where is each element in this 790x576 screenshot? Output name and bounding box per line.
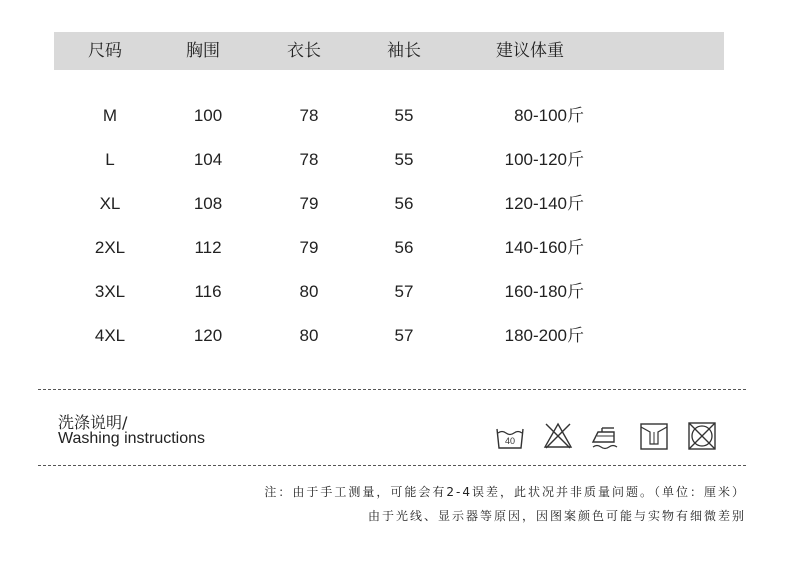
header-weight: 建议体重 — [496, 41, 564, 61]
cell-length: 79 — [299, 194, 319, 213]
header-chest: 胸围 — [186, 41, 220, 61]
note-color: 由于光线、显示器等原因，因图案颜色可能与实物有细微差别 — [367, 509, 746, 523]
cell-size: M — [102, 106, 118, 125]
note-measurement: 注：由于手工测量，可能会有2-4误差，此状况并非质量问题。（单位：厘米） — [264, 485, 746, 499]
divider-bottom — [38, 465, 746, 466]
cell-sleeve: 56 — [394, 238, 414, 257]
washing-title-en: Washing instructions — [58, 430, 206, 447]
cell-weight: 80-100斤 — [514, 106, 584, 125]
cell-chest: 112 — [194, 238, 222, 257]
cell-sleeve: 57 — [394, 326, 414, 345]
cell-chest: 100 — [193, 106, 223, 125]
table-row — [0, 104, 790, 128]
table-header — [54, 32, 724, 70]
cell-chest: 120 — [193, 326, 223, 345]
cell-sleeve: 57 — [394, 282, 414, 301]
wash-temp-label: 40 — [504, 436, 516, 446]
cell-chest: 116 — [194, 282, 222, 301]
cell-weight: 140-160斤 — [504, 238, 584, 257]
cell-size: L — [105, 150, 115, 169]
table-row — [0, 324, 790, 348]
cell-length: 80 — [299, 326, 319, 345]
cell-length: 78 — [299, 150, 319, 169]
cell-length: 78 — [299, 106, 319, 125]
wash-40-icon — [494, 420, 526, 452]
table-row — [0, 148, 790, 172]
cell-weight: 120-140斤 — [504, 194, 584, 213]
cell-chest: 104 — [193, 150, 223, 169]
cell-sleeve: 56 — [394, 194, 414, 213]
header-sleeve: 袖长 — [387, 41, 421, 61]
header-size: 尺码 — [88, 41, 122, 61]
header-length: 衣长 — [287, 41, 321, 61]
cell-weight: 180-200斤 — [504, 326, 584, 345]
washing-title-cn: 洗涤说明/ — [58, 413, 128, 432]
cell-size: 4XL — [94, 326, 126, 345]
cell-chest: 108 — [193, 194, 223, 213]
iron-icon — [590, 420, 622, 452]
cell-sleeve: 55 — [394, 150, 414, 169]
divider-top — [38, 389, 746, 390]
no-bleach-icon — [542, 420, 574, 452]
cell-length: 80 — [299, 282, 319, 301]
hang-dry-icon — [638, 420, 670, 452]
cell-size: 2XL — [94, 238, 126, 257]
cell-sleeve: 55 — [394, 106, 414, 125]
cell-weight: 100-120斤 — [504, 150, 584, 169]
cell-length: 79 — [299, 238, 319, 257]
table-row — [0, 236, 790, 260]
no-tumble-dry-icon — [686, 420, 718, 452]
cell-size: 3XL — [94, 282, 126, 301]
cell-weight: 160-180斤 — [504, 282, 584, 301]
table-row — [0, 192, 790, 216]
cell-size: XL — [99, 194, 121, 213]
table-row — [0, 280, 790, 304]
